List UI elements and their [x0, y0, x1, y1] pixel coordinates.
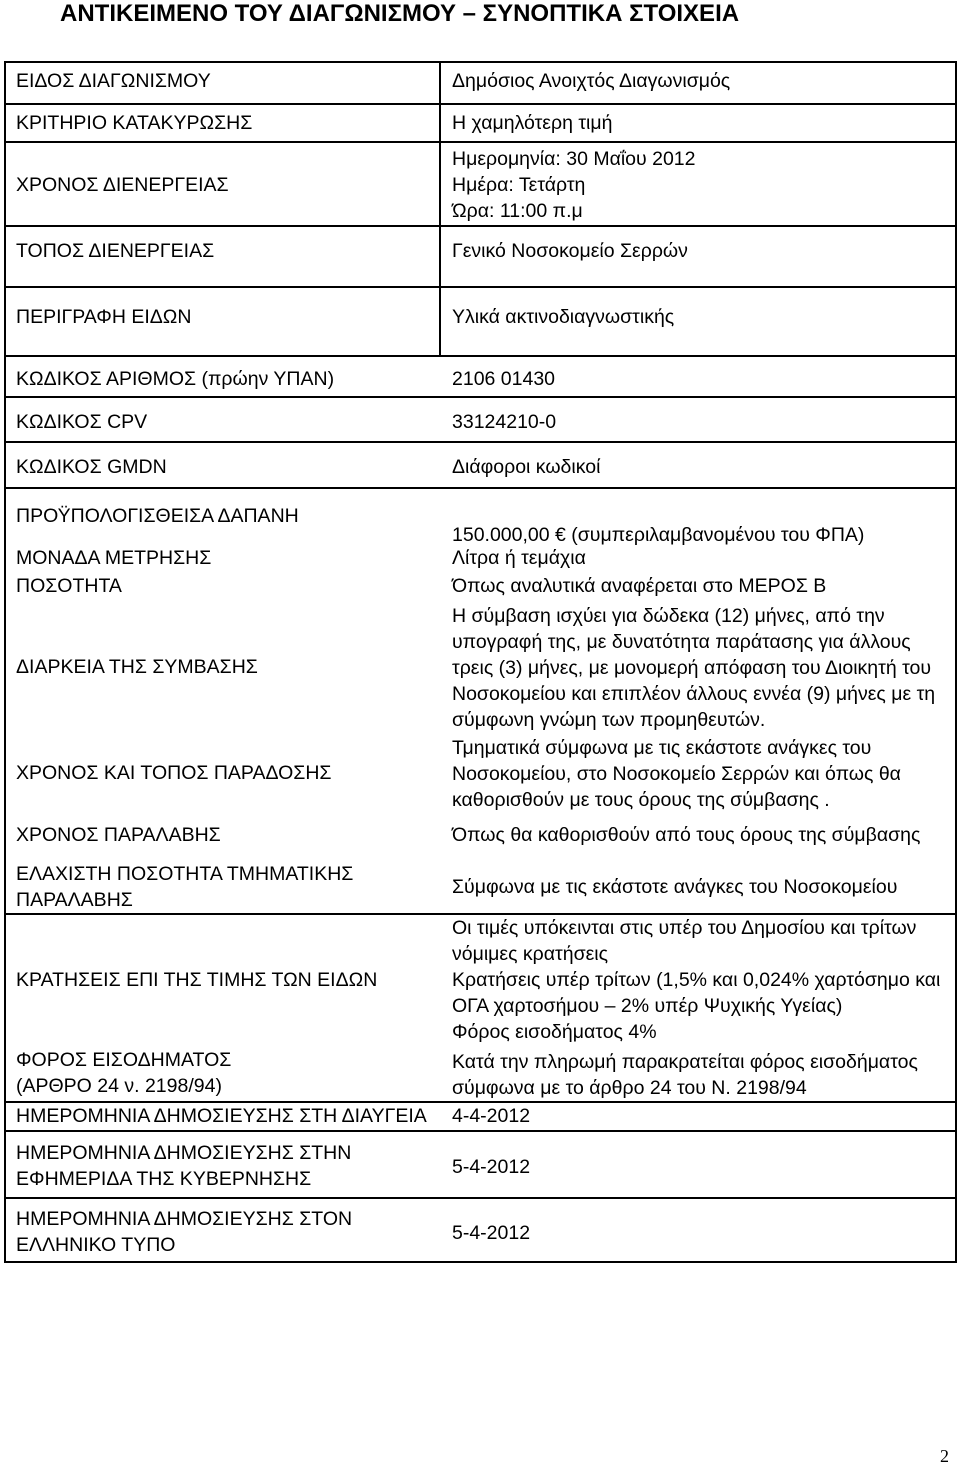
row-label: ΠΕΡΙΓΡΑΦΗ ΕΙΔΩΝ	[16, 306, 192, 328]
row-value: Φόρος εισοδήματος 4%	[452, 1021, 657, 1043]
row-label: ΧΡΟΝΟΣ ΔΙΕΝΕΡΓΕΙΑΣ	[16, 174, 229, 196]
row-value: 150.000,00 € (συμπεριλαμβανομένου του ΦΠΑ)	[452, 524, 865, 546]
row-value: Τμηματικά σύμφωνα με τις εκάστοτε ανάγκες του	[452, 737, 872, 759]
row-value: Οι τιμές υπόκεινται στις υπέρ του Δημοσίου και τρίτων	[452, 917, 917, 939]
row-value: Η χαμηλότερη τιμή	[452, 112, 613, 134]
row-value: νόμιμες κρατήσεις	[452, 943, 609, 965]
table-row-divider	[5, 441, 955, 443]
table-row-divider	[5, 103, 955, 105]
table-row-divider	[5, 1197, 955, 1199]
row-value: 2106 01430	[452, 368, 556, 390]
row-value: Η σύμβαση ισχύει για δώδεκα (12) μήνες, από την	[452, 605, 885, 627]
row-value: 4-4-2012	[452, 1105, 531, 1127]
row-label: ΚΩΔΙΚΟΣ CPV	[16, 411, 148, 433]
row-label: ΗΜΕΡΟΜΗΝΙΑ ΔΗΜΟΣΙΕΥΣΗΣ ΣΤΟΝ	[16, 1208, 353, 1230]
table-row-divider	[5, 141, 955, 143]
page-number: 2	[940, 1446, 949, 1466]
table-row-divider	[5, 1130, 955, 1132]
row-value: Ημερομηνία: 30 Μαΐου 2012	[452, 148, 696, 170]
row-value: Γενικό Νοσοκομείο Σερρών	[452, 240, 688, 262]
row-label: ΠΡΟΫΠΟΛΟΓΙΣΘΕΙΣΑ ΔΑΠΑΝΗ	[16, 505, 299, 527]
row-label: ΜΟΝΑΔΑ ΜΕΤΡΗΣΗΣ	[16, 547, 212, 569]
row-label: ΚΡΙΤΗΡΙΟ ΚΑΤΑΚΥΡΩΣΗΣ	[16, 112, 253, 134]
row-value: σύμφωνη γνώμη των προμηθευτών.	[452, 709, 766, 731]
row-value: Νοσοκομείου, στο Νοσοκομείο Σερρών και όπως θα	[452, 763, 901, 785]
row-label: ΠΟΣΟΤΗΤΑ	[16, 575, 122, 597]
row-value: 5-4-2012	[452, 1222, 531, 1244]
row-value: Όπως θα καθορισθούν από τους όρους της σύμβασης	[452, 824, 921, 846]
row-label: ΧΡΟΝΟΣ ΠΑΡΑΛΑΒΗΣ	[16, 824, 221, 846]
table-row-divider	[5, 355, 955, 357]
row-value: Όπως αναλυτικά αναφέρεται στο ΜΕΡΟΣ Β	[452, 575, 827, 597]
row-label: ΤΟΠΟΣ ΔΙΕΝΕΡΓΕΙΑΣ	[16, 240, 215, 262]
row-value: Λίτρα ή τεμάχια	[452, 547, 586, 569]
row-value: καθορισθούν με τους όρους της σύμβασης .	[452, 789, 830, 811]
row-value: Σύμφωνα με τις εκάστοτε ανάγκες του Νοσοκομείου	[452, 876, 898, 898]
row-value: Ώρα: 11:00 π.μ	[452, 200, 583, 222]
row-value: υπογραφή της, με δυνατότητα παράτασης για άλλους	[452, 631, 911, 653]
row-value: Υλικά ακτινοδιαγνωστικής	[452, 306, 675, 328]
row-label: ΕΙΔΟΣ ΔΙΑΓΩΝΙΣΜΟΥ	[16, 70, 211, 92]
table-row-divider	[5, 396, 955, 398]
row-label: ΕΛΛΗΝΙΚΟ ΤΥΠΟ	[16, 1234, 176, 1256]
row-label: ΠΑΡΑΛΑΒΗΣ	[16, 889, 133, 911]
table-column-divider	[439, 62, 441, 356]
row-label: ΚΩΔΙΚΟΣ GMDN	[16, 456, 167, 478]
table-row-divider	[5, 487, 955, 489]
row-value: Νοσοκομείου και επιπλέον άλλους εννέα (9) μήνες με τη	[452, 683, 936, 705]
page-title: ΑΝΤΙΚΕΙΜΕΝΟ ΤΟΥ ΔΙΑΓΩΝΙΣΜΟΥ – ΣΥΝΟΠΤΙΚΑ ΣΤΟΙΧΕΙΑ	[60, 0, 740, 27]
row-label: (ΑΡΘΡΟ 24 ν. 2198/94)	[16, 1075, 222, 1097]
row-label: ΕΛΑΧΙΣΤΗ ΠΟΣΟΤΗΤΑ ΤΜΗΜΑΤΙΚΗΣ	[16, 863, 354, 885]
row-label: ΔΙΑΡΚΕΙΑ ΤΗΣ ΣΥΜΒΑΣΗΣ	[16, 656, 258, 678]
row-label: ΗΜΕΡΟΜΗΝΙΑ ΔΗΜΟΣΙΕΥΣΗΣ ΣΤΗΝ	[16, 1142, 352, 1164]
row-value: 33124210-0	[452, 411, 557, 433]
row-value: Κατά την πληρωμή παρακρατείται φόρος εισοδήματος	[452, 1051, 918, 1073]
table-row-divider	[5, 225, 955, 227]
row-label: ΧΡΟΝΟΣ ΚΑΙ ΤΟΠΟΣ ΠΑΡΑΔΟΣΗΣ	[16, 762, 332, 784]
row-value: ΟΓΑ χαρτοσήμου – 2% υπέρ Ψυχικής Υγείας)	[452, 995, 843, 1017]
row-label: ΚΡΑΤΗΣΕΙΣ ΕΠΙ ΤΗΣ ΤΙΜΗΣ ΤΩΝ ΕΙΔΩΝ	[16, 969, 378, 991]
row-value: τρεις (3) μήνες, με μονομερή απόφαση του Διοικητή του	[452, 657, 932, 679]
row-value: Ημέρα: Τετάρτη	[452, 174, 586, 196]
row-value: Δημόσιος Ανοιχτός Διαγωνισμός	[452, 70, 731, 92]
row-value: Κρατήσεις υπέρ τρίτων (1,5% και 0,024% χαρτόσημο και	[452, 969, 941, 991]
table-row-divider	[5, 286, 955, 288]
row-value: σύμφωνα με το άρθρο 24 του Ν. 2198/94	[452, 1077, 807, 1099]
row-value: 5-4-2012	[452, 1156, 531, 1178]
row-value: Διάφοροι κωδικοί	[452, 456, 601, 478]
row-label: ΦΟΡΟΣ ΕΙΣΟΔΗΜΑΤΟΣ	[16, 1049, 232, 1071]
row-label: ΚΩΔΙΚΟΣ ΑΡΙΘΜΟΣ (πρώην ΥΠΑΝ)	[16, 368, 335, 390]
row-label: ΗΜΕΡΟΜΗΝΙΑ ΔΗΜΟΣΙΕΥΣΗΣ ΣΤΗ ΔΙΑΥΓΕΙΑ	[16, 1105, 427, 1127]
row-label: ΕΦΗΜΕΡΙΔΑ ΤΗΣ ΚΥΒΕΡΝΗΣΗΣ	[16, 1168, 312, 1190]
